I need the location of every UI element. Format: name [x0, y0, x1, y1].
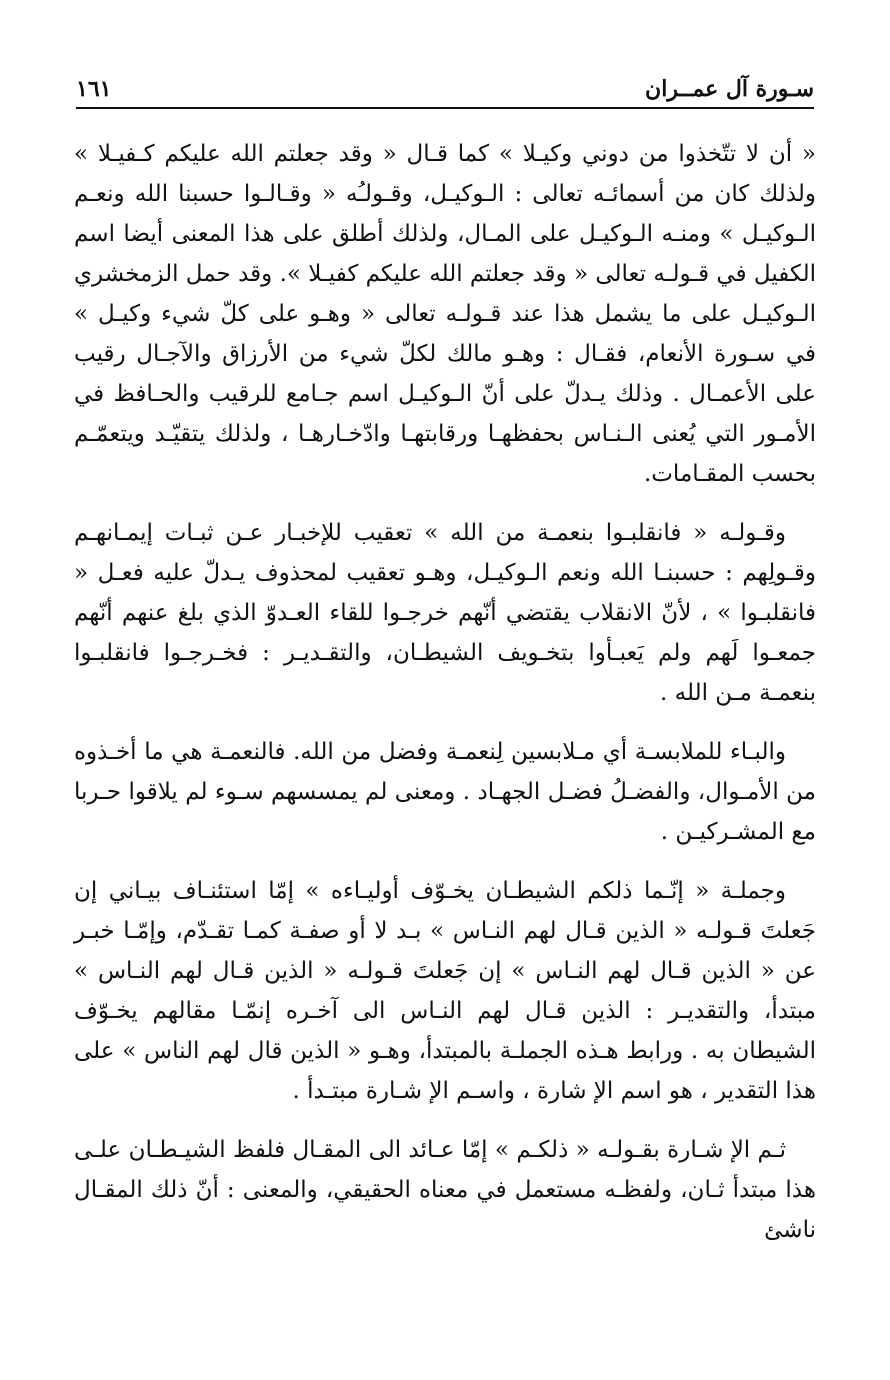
paragraph-5: ثـم الإ شـارة بقـولـه « ذلكـم » إمّا عـائد الى المقـال فلفظ الشيـطـان علـى هذا مبتدأ ثـان، ولفظـه مستعمل في معناه الحقيقي، والمعنى : أنّ ذلك المقـال ناشئ: [74, 1137, 816, 1243]
running-header: [76, 74, 814, 108]
paragraph-2: وقـولـه « فانقلبـوا بنعمـة من الله » تعقيب للإخبـار عـن ثبـات إيمـانهـم وقـولِهم : حسبنـا الله ونعم الـوكيـل، وهـو تعقيب لمحذوف يـدلّ عليه فعـل « فانقلبـوا » ، لأنّ الانقلاب يقتضي أنّهم خرجـوا للقاء العـدوّ الذي بلغ عنهم أنّهم جمعـوا لَهم ولم يَعبـأوا بتخـويف الشيطـان، والتقـديـر : فخـرجـوا فانقلبـوا بنعمـة مـن الله .: [74, 520, 816, 706]
paragraph-3: والبـاء للملابسـة أي مـلابسين لِنعمـة وفضل من الله. فالنعمـة هي ما أخـذوه من الأمـوال، والفضـلُ فضـل الجهـاد . ومعنى لم يمسسهم سـوء لم يلاقوا حـربا مع المشـركيـن .: [74, 739, 816, 845]
header-rule: [76, 107, 814, 109]
paragraph-1: « أن لا تتّخذوا من دوني وكيـلا » كما قـال « وقد جعلتم الله عليكم كـفيـلا » ولذلك كان من أسمائـه تعالى : الـوكيـل، وقـولـُه « وقـالـوا حسبنا الله ونعـم الـوكيـل » ومنـه الـوكيـل على المـال، ولذلك أطلق على هذا المعنى أيضا اسم الكفيل في قـولـه تعالى « وقد جعلتم الله عليكم كفيـلا ». وقد حمل الزمخشري الـوكيـل على ما يشمل هذا عند قـولـه تعالى « وهـو على كلّ شيء وكيـل » في سـورة الأنعام، فقـال : وهـو مالك لكلّ شيء من الأرزاق والآجـال رقيب على الأعمـال . وذلك يـدلّ على أنّ الـوكيـل اسم جـامع للرقيب والحـافظ في الأمـور التي يُعنى الـنـاس بحفظهـا ورقابتهـا وادّخـارهـا ، ولذلك يتقيّـد ويتعمّـم بحسب المقـامات.: [74, 141, 816, 487]
page-number: ١٦١: [76, 76, 112, 102]
paragraph-4: وجملـة « إنّـما ذلكم الشيطـان يخـوّف أوليـاءه » إمّا استئنـاف بيـاني إن جَعلتَ قـولـه « الذين قـال لهم النـاس » بـد لا أو صفـة كمـا تقـدّم، وإمّـا خبـر عن « الذين قـال لهم النـاس » إن جَعلتَ قـولـه « الذين قـال لهم النـاس » مبتدأ، والتقديـر : الذين قـال لهم النـاس الى آخـره إنمّـا مقالهم يخـوّف الشيطان به . ورابط هـذه الجملـة بالمبتدأ، وهـو « الذين قال لهم الناس » على هذا التقدير ، هو اسم الإ شارة ، واسـم الإ شـارة مبتـدأ .: [74, 878, 816, 1104]
surah-title: سـورة آل عمــران: [645, 76, 814, 102]
main-text: [74, 134, 816, 1269]
